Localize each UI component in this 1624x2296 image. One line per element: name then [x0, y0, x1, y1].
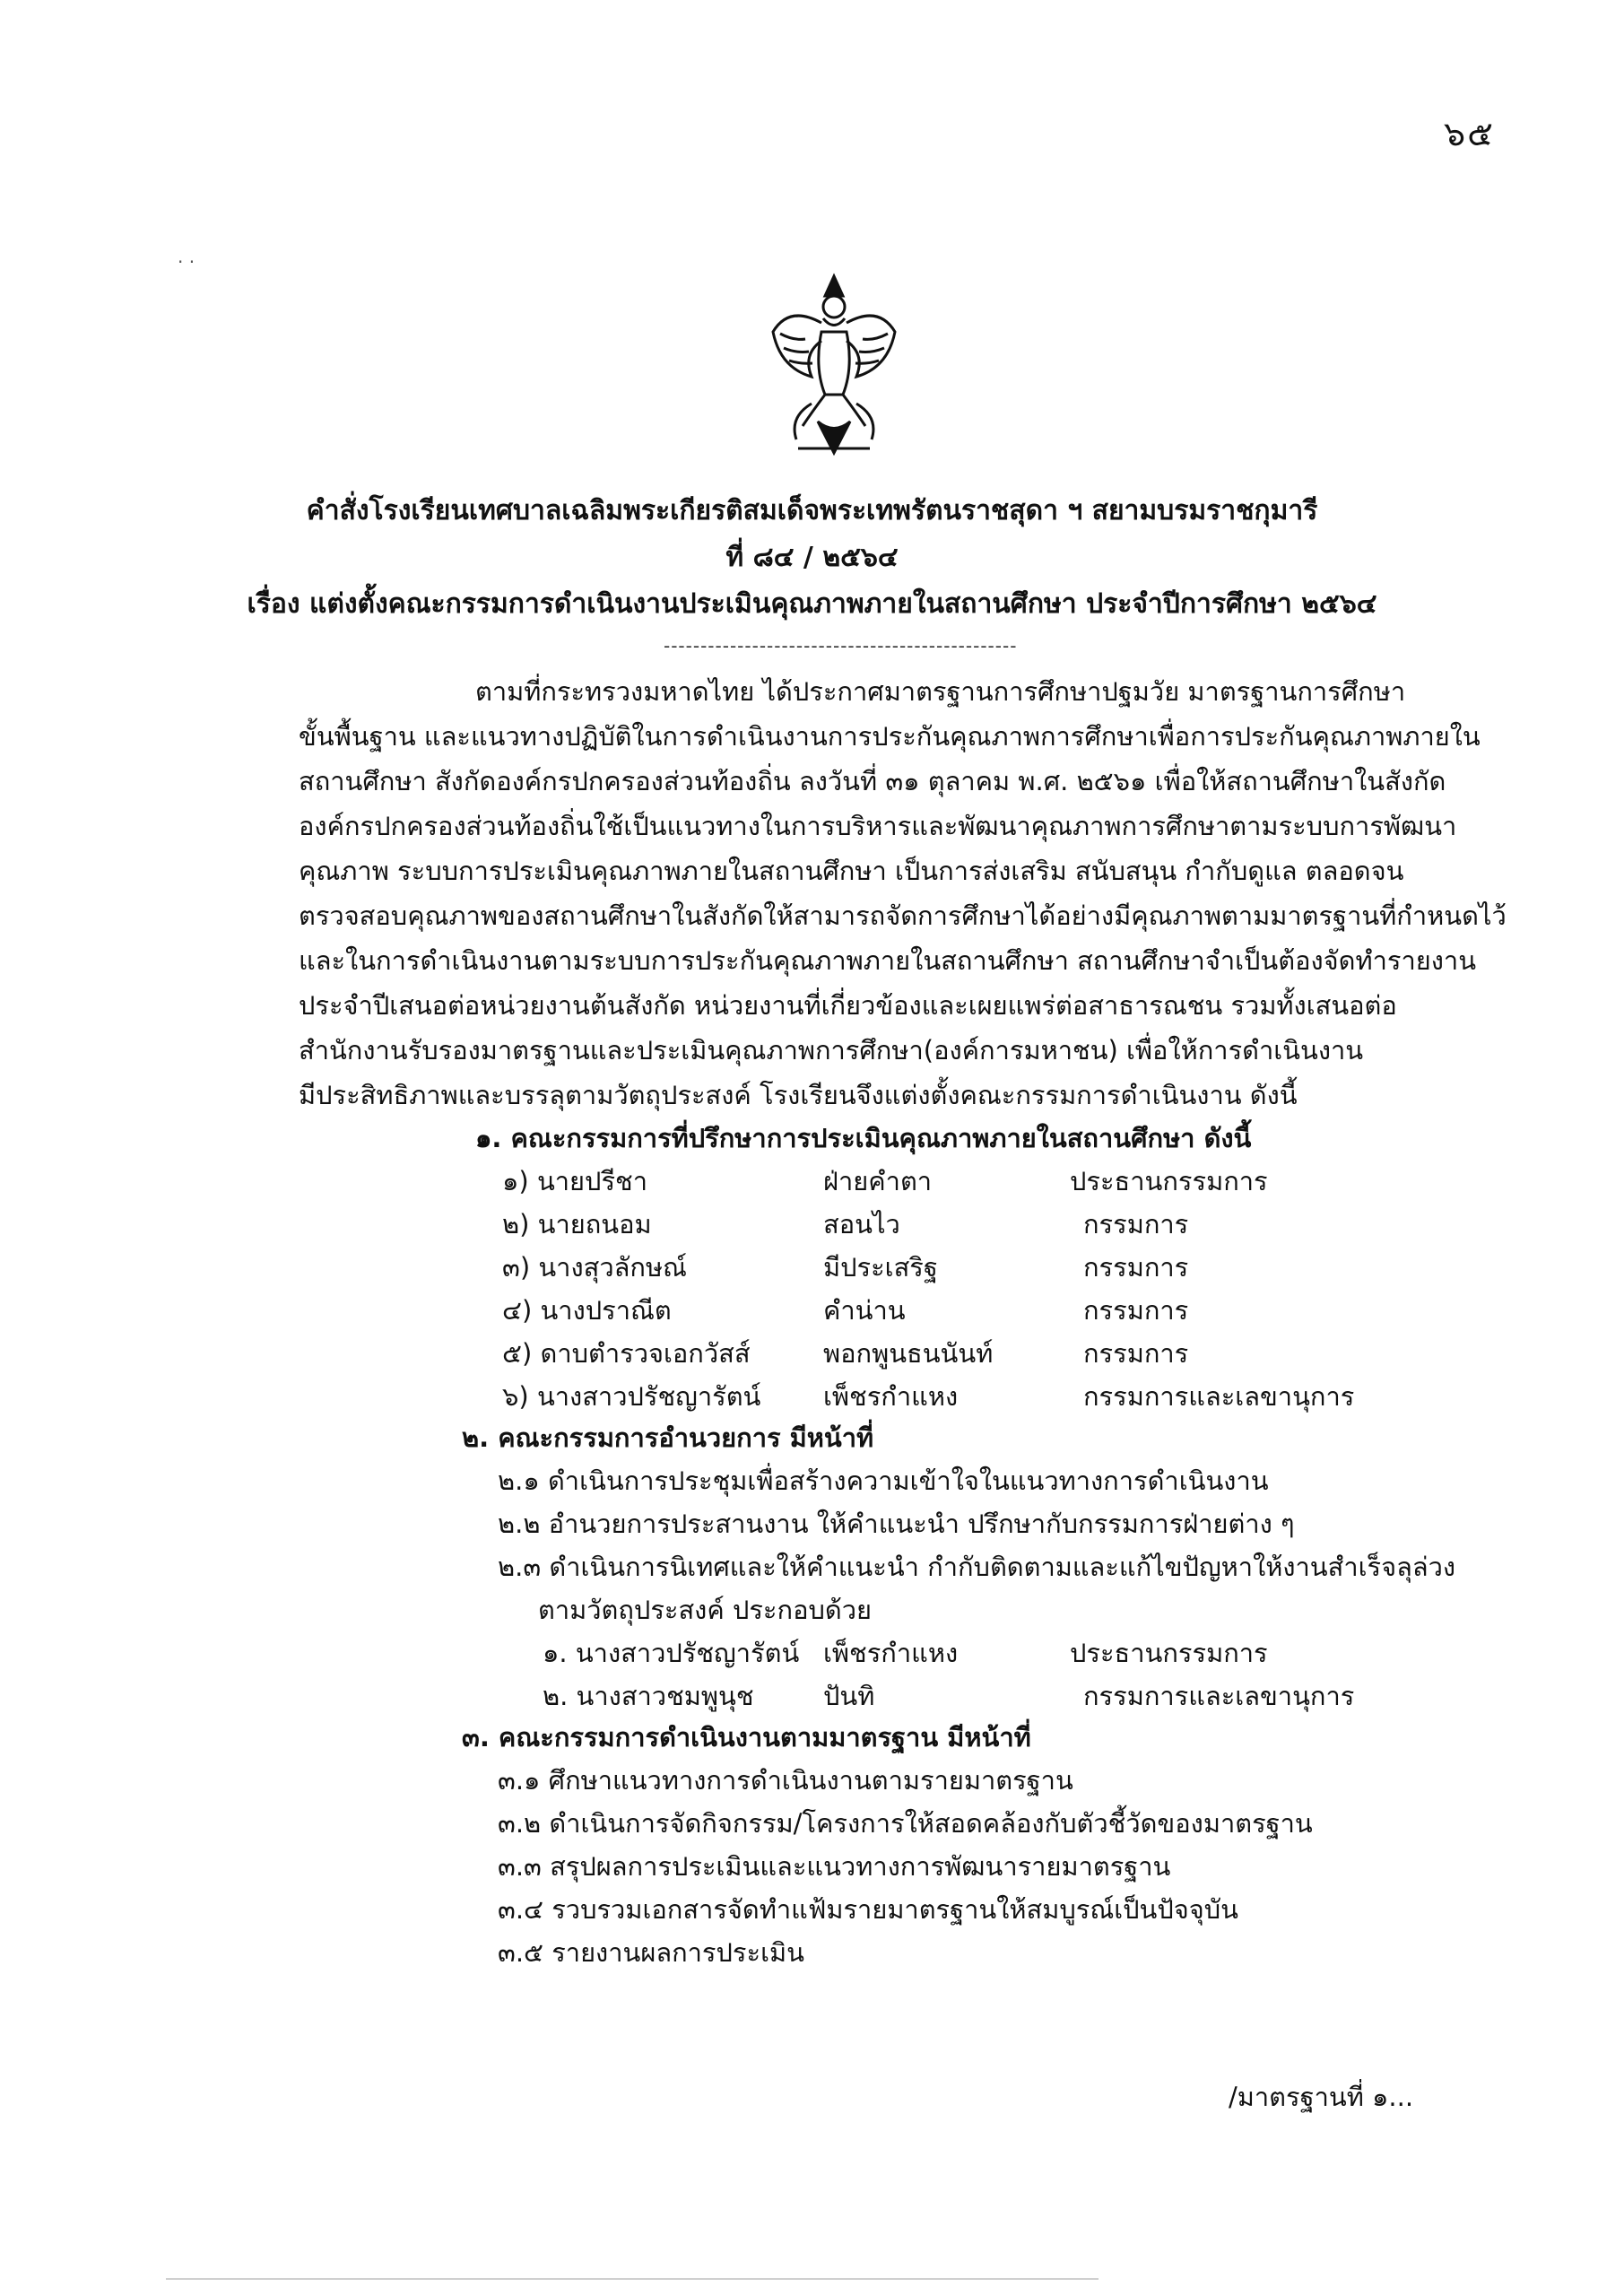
member-surname: พอกพูนธนนันท์: [823, 1338, 994, 1369]
member-role: กรรมการ: [1083, 1295, 1189, 1326]
section3-item: ๓.๔ รวบรวมเอกสารจัดทำแฟ้มรายมาตรฐานให้สมบูรณ์เป็นปัจจุบัน: [498, 1894, 1238, 1925]
body-line: ขั้นพื้นฐาน และแนวทางปฏิบัติในการดำเนินงานการประกันคุณภาพการศึกษาเพื่อการประกันคุณภาพภายใน: [299, 721, 1481, 752]
member-role: กรรมการ: [1083, 1209, 1189, 1239]
continuation-note: /มาตรฐานที่ ๑...: [1229, 2082, 1414, 2112]
body-line: สถานศึกษา สังกัดองค์กรปกครองส่วนท้องถิ่น ลงวันที่ ๓๑ ตุลาคม พ.ศ. ๒๕๖๑ เพื่อให้สถานศึกษาในสังกัด: [299, 766, 1446, 796]
member-surname: สอนไว: [823, 1209, 900, 1239]
section2-item-continuation: ตามวัตถุประสงค์ ประกอบด้วย: [538, 1595, 873, 1625]
scan-speck: · ·: [178, 251, 195, 273]
member-surname: เพ็ชรกำแหง: [823, 1381, 959, 1412]
body-line: มีประสิทธิภาพและบรรลุตามวัตถุประสงค์ โรงเรียนจึงแต่งตั้งคณะกรรมการดำเนินงาน ดังนี้: [299, 1080, 1298, 1110]
section3-item: ๓.๑ ศึกษาแนวทางการดำเนินงานตามรายมาตรฐาน: [498, 1765, 1073, 1796]
member-name: ๑. นางสาวปรัชญารัตน์: [543, 1638, 800, 1668]
member-role: ประธานกรรมการ: [1070, 1638, 1268, 1668]
member-surname: ปันทิ: [823, 1681, 875, 1711]
body-line: ประจำปีเสนอต่อหน่วยงานต้นสังกัด หน่วยงานที่เกี่ยวข้องและเผยแพร่ต่อสาธารณชน รวมทั้งเสนอต่อ: [299, 990, 1397, 1021]
section3-item: ๓.๒ ดำเนินการจัดกิจกรรม/โครงการให้สอดคล้องกับตัวชี้วัดของมาตรฐาน: [498, 1808, 1313, 1839]
section2-heading: ๒. คณะกรรมการอำนวยการ มีหน้าที่: [462, 1422, 874, 1453]
member-name: ๖) นางสาวปรัชญารัตน์: [502, 1381, 761, 1412]
header-divider: ------------------------------------------------: [664, 635, 1018, 657]
page-number: ๖๕: [1444, 114, 1495, 153]
body-line: ตามที่กระทรวงมหาดไทย ได้ประกาศมาตรฐานการศึกษาปฐมวัย มาตรฐานการศึกษา: [475, 676, 1406, 707]
member-surname: เพ็ชรกำแหง: [823, 1638, 959, 1668]
order-subject: เรื่อง แต่งตั้งคณะกรรมการดำเนินงานประเมินคุณภาพภายในสถานศึกษา ประจำปีการศึกษา ๒๕๖๔: [247, 588, 1377, 620]
body-line: สำนักงานรับรองมาตรฐานและประเมินคุณภาพการศึกษา(องค์การมหาชน) เพื่อให้การดำเนินงาน: [299, 1035, 1364, 1065]
member-surname: คำน่าน: [823, 1295, 906, 1326]
member-surname: ฝ่ายคำตา: [823, 1166, 933, 1196]
section3-item: ๓.๓ สรุปผลการประเมินและแนวทางการพัฒนารายมาตรฐาน: [498, 1851, 1171, 1882]
member-name: ๒) นายถนอม: [502, 1209, 652, 1239]
order-title: คำสั่งโรงเรียนเทศบาลเฉลิมพระเกียรติสมเด็จพระเทพรัตนราชสุดา ฯ สยามบรมราชกุมารี: [306, 495, 1318, 526]
member-name: ๓) นางสุวลักษณ์: [502, 1252, 687, 1283]
member-name: ๑) นายปรีชา: [502, 1166, 647, 1196]
body-line: และในการดำเนินงานตามระบบการประกันคุณภาพภายในสถานศึกษา สถานศึกษาจำเป็นต้องจัดทำรายงาน: [299, 945, 1477, 976]
member-role: กรรมการ: [1083, 1338, 1189, 1369]
section2-item: ๒.๑ ดำเนินการประชุมเพื่อสร้างความเข้าใจในแนวทางการดำเนินงาน: [498, 1465, 1269, 1496]
garuda-emblem: [762, 269, 906, 462]
bottom-rule: [166, 2278, 1099, 2280]
member-role: ประธานกรรมการ: [1070, 1166, 1268, 1196]
order-number: ที่ ๘๔ / ๒๕๖๔: [725, 542, 899, 573]
body-line: คุณภาพ ระบบการประเมินคุณภาพภายในสถานศึกษา เป็นการส่งเสริม สนับสนุน กำกับดูแล ตลอดจน: [299, 856, 1404, 886]
member-surname: มีประเสริฐ: [823, 1252, 938, 1283]
section1-heading: ๑. คณะกรรมการที่ปรึกษาการประเมินคุณภาพภายในสถานศึกษา ดังนี้: [475, 1123, 1252, 1153]
section2-item: ๒.๒ อำนวยการประสานงาน ให้คำแนะนำ ปรึกษากับกรรมการฝ่ายต่าง ๆ: [498, 1509, 1295, 1539]
section3-heading: ๓. คณะกรรมการดำเนินงานตามมาตรฐาน มีหน้าที่: [462, 1722, 1031, 1752]
section2-item: ๒.๓ ดำเนินการนิเทศและให้คำแนะนำ กำกับติดตามและแก้ไขปัญหาให้งานสำเร็จลุล่วง: [498, 1552, 1456, 1582]
member-name: ๒. นางสาวชมพูนุช: [543, 1681, 754, 1711]
section3-item: ๓.๕ รายงานผลการประเมิน: [498, 1937, 804, 1968]
body-line: ตรวจสอบคุณภาพของสถานศึกษาในสังกัดให้สามารถจัดการศึกษาได้อย่างมีคุณภาพตามมาตรฐานที่กำหนดไว้: [299, 900, 1507, 931]
body-line: องค์กรปกครองส่วนท้องถิ่นใช้เป็นแนวทางในการบริหารและพัฒนาคุณภาพการศึกษาตามระบบการพัฒนา: [299, 811, 1457, 841]
member-role: กรรมการ: [1083, 1252, 1189, 1283]
member-name: ๕) ดาบตำรวจเอกวัสส์: [502, 1338, 751, 1369]
member-name: ๔) นางปราณีต: [502, 1295, 672, 1326]
member-role: กรรมการและเลขานุการ: [1083, 1681, 1355, 1711]
member-role: กรรมการและเลขานุการ: [1083, 1381, 1355, 1412]
